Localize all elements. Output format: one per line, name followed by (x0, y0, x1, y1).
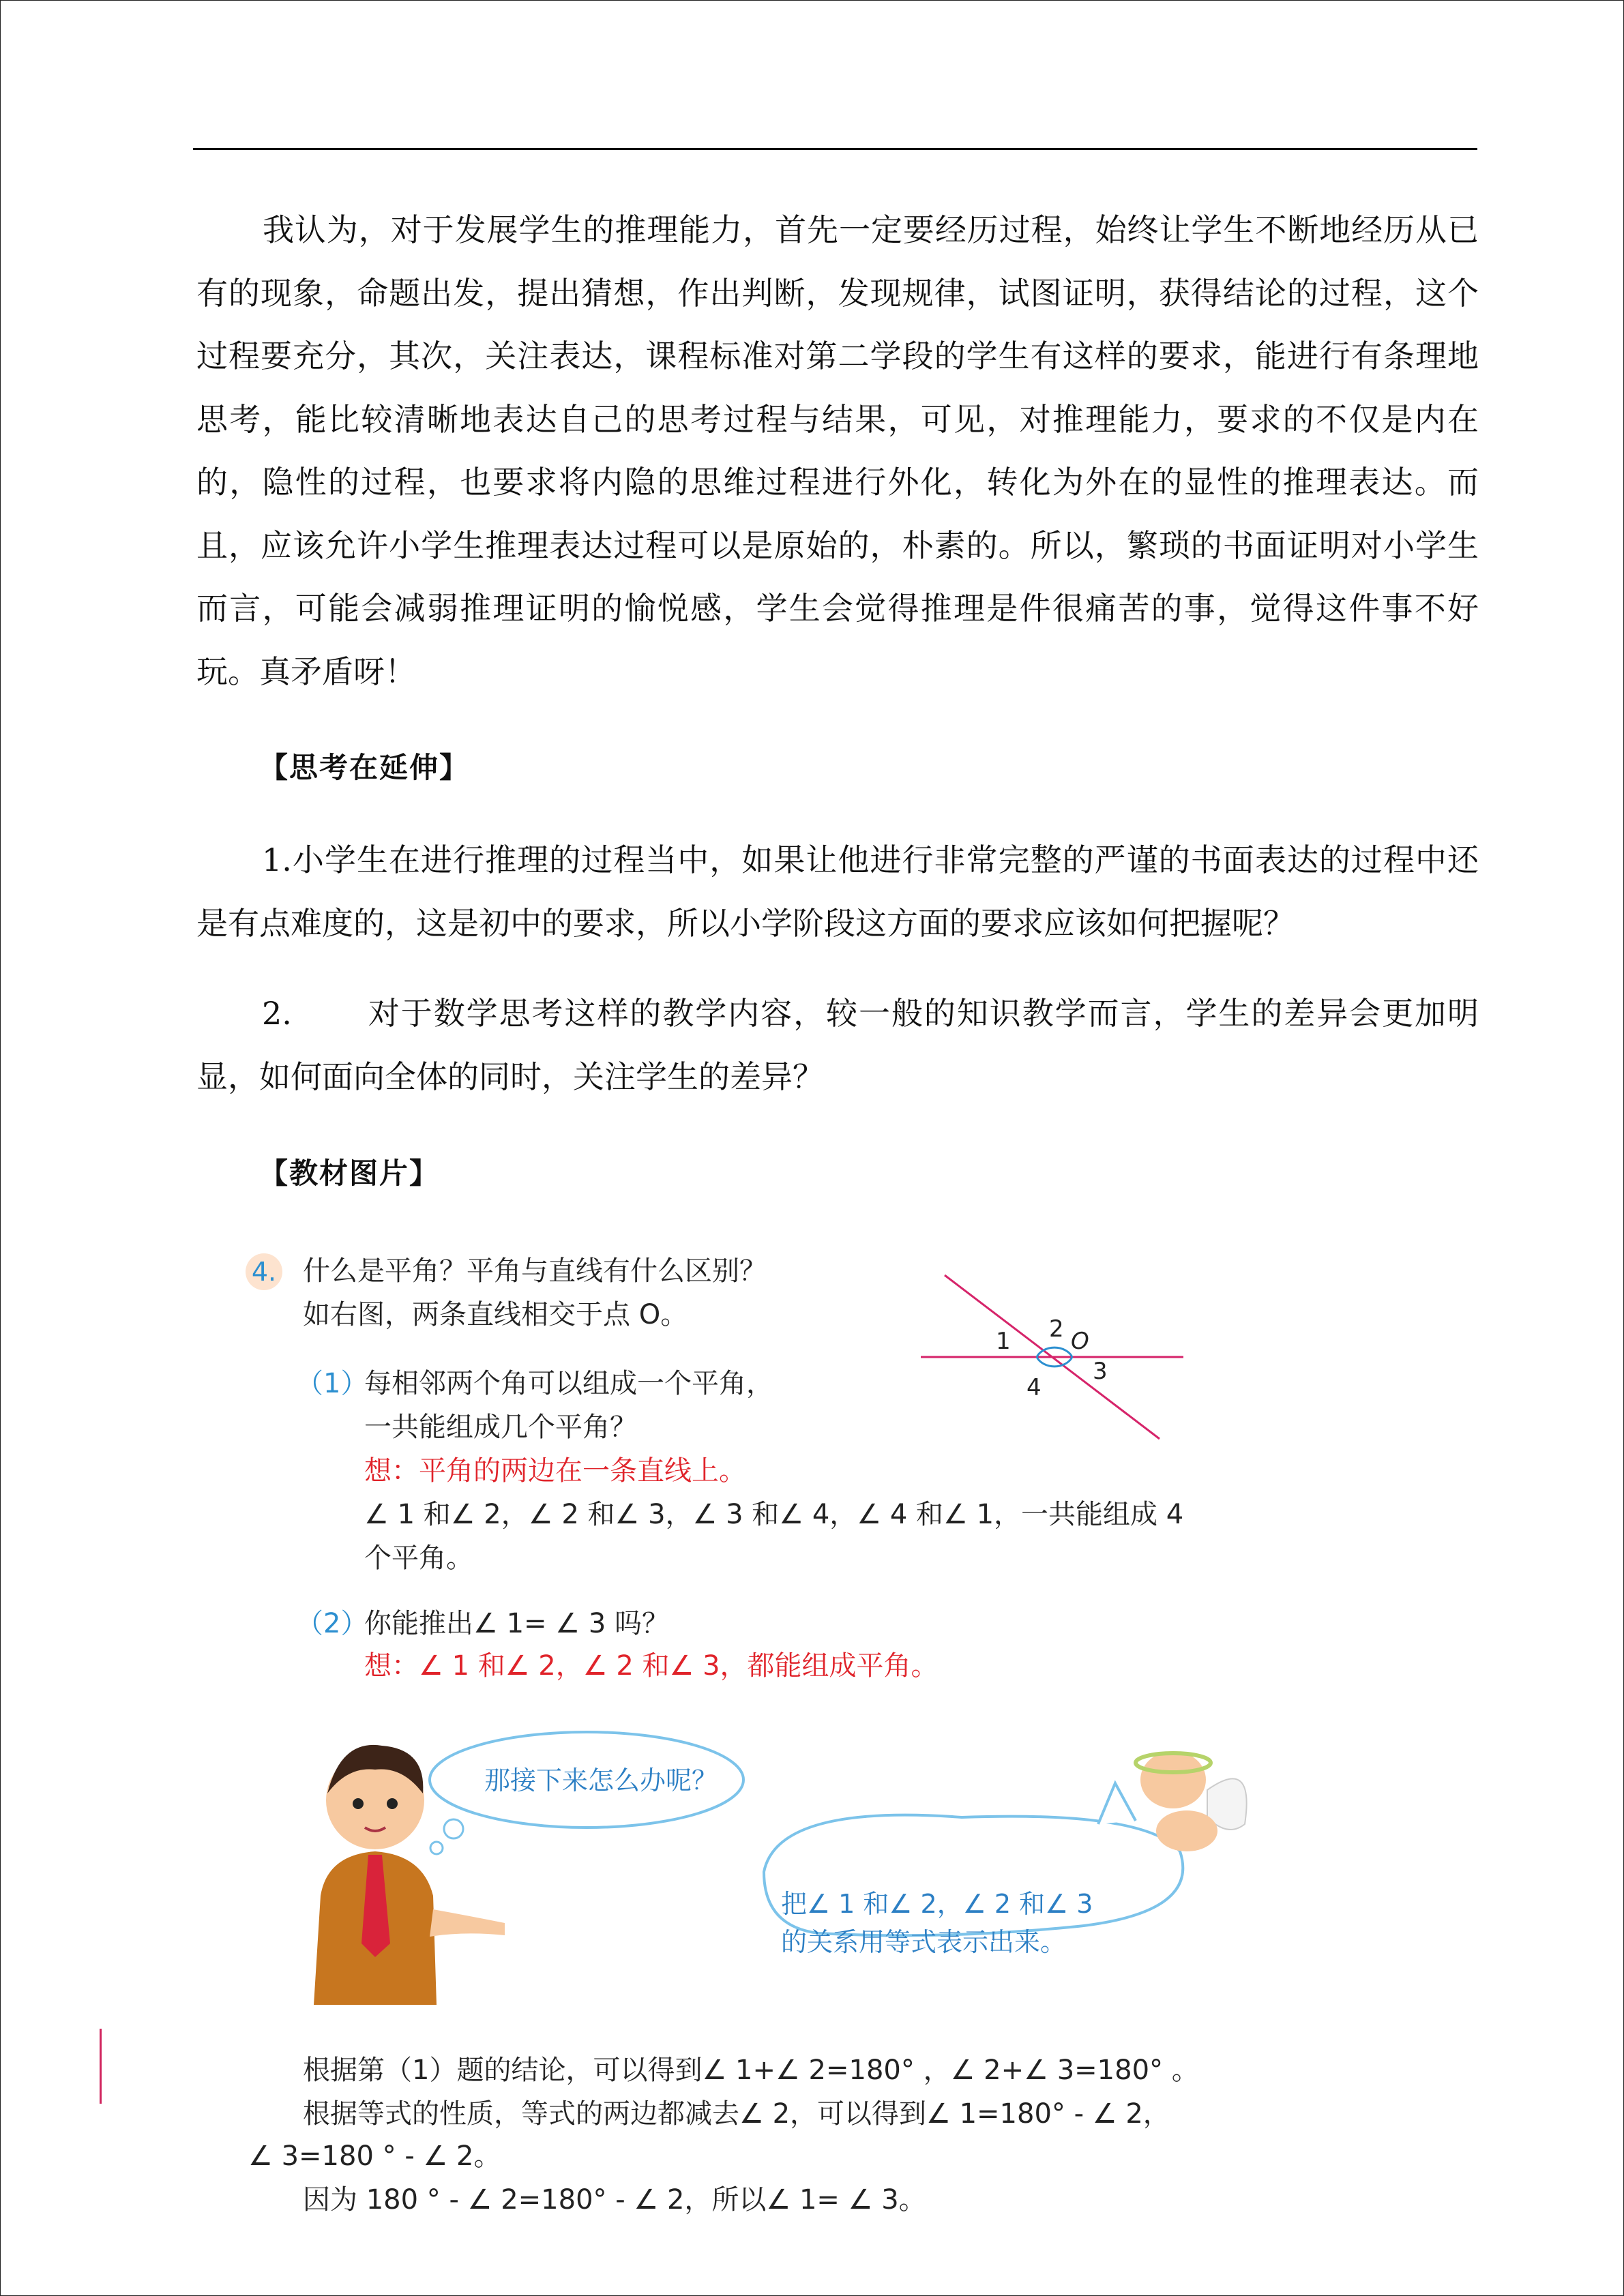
solution-line-1: 根据第（1）题的结论，可以得到∠ 1+∠ 2=180° ，∠ 2+∠ 3=180° 。 (303, 2055, 1199, 2086)
part-1-answer-line-2: 个平角。 (364, 1542, 473, 1574)
label-angle-2: 2 (1049, 1315, 1064, 1343)
boy-pointing-arm (430, 1909, 505, 1937)
exercise-number: 4. (246, 1253, 282, 1290)
solution-line-3: ∠ 3=180 ° - ∠ 2。 (248, 2141, 501, 2172)
question-1-text: 1.小学生在进行推理的过程当中，如果让他进行非常完整的严谨的书面表达的过程中还是有点难度的，这是初中的要求，所以小学阶段这方面的要求应该如何把握呢？ (196, 841, 1479, 942)
main-paragraph-text: 我认为，对于发展学生的推理能力，首先一定要经历过程，始终让学生不断地经历从已有的现象，命题出发，提出猜想，作出判断，发现规律，试图证明，获得结论的过程，这个过程要充分，其次，关注表达，课程标准对第二学段的学生有这样的要求，能进行有条理地思考，能比较清晰地表达自己的思考过程与结果，可见，对推理能力，要求的不仅是内在的，隐性的过程，也要求将内隐的思维过程进行外化，转化为外在的显性的推理表达。而且，应该允许小学生推理表达过程可以是原始的，朴素的。所以，繁琐的书面证明对小学生而言，可能会减弱推理证明的愉悦感，学生会觉得推理是件很痛苦的事，觉得这件事不好玩。真矛盾呀！ (196, 211, 1479, 690)
boy-eye-right (387, 1798, 398, 1809)
question-2 (196, 982, 1479, 1108)
angel-bubble-line-2: 的关系用等式表示出来。 (781, 1927, 1067, 1957)
speech-bubble-tail (1098, 1783, 1136, 1824)
part-1-line-1: 每相邻两个角可以组成一个平角， (364, 1368, 773, 1399)
part-2-line: 你能推出∠ 1= ∠ 3 吗？ (364, 1608, 669, 1639)
part-1-number: （1） (296, 1368, 368, 1399)
thought-dot-2 (430, 1842, 443, 1854)
part-2-number: （2） (296, 1608, 368, 1639)
thought-dot-1 (444, 1819, 463, 1838)
angel-head (1140, 1751, 1206, 1808)
question-2-text: 对于数学思考这样的教学内容，较一般的知识教学而言，学生的差异会更加明显，如何面向全体的同时，关注学生的差异？ (196, 995, 1479, 1095)
intersecting-lines-diagram (914, 1268, 1187, 1446)
label-point-o: O (1071, 1328, 1089, 1355)
boy-bubble-text: 那接下来怎么办呢？ (484, 1765, 718, 1795)
angel-body (1156, 1810, 1217, 1851)
angel-bubble-line-1: 把∠ 1 和∠ 2，∠ 2 和∠ 3 (781, 1889, 1093, 1919)
part-2-hint: 想：∠ 1 和∠ 2，∠ 2 和∠ 3，都能组成平角。 (364, 1650, 939, 1682)
main-paragraph (196, 198, 1479, 703)
question-2-number: 2. (262, 995, 292, 1032)
margin-marker (100, 2029, 102, 2104)
label-angle-3: 3 (1093, 1358, 1108, 1385)
exercise-line-1: 什么是平角？平角与直线有什么区别？ (303, 1255, 767, 1287)
label-angle-1: 1 (996, 1328, 1011, 1355)
part-1-line-2: 一共能组成几个平角？ (364, 1412, 637, 1443)
part-1-answer-line-1: ∠ 1 和∠ 2，∠ 2 和∠ 3，∠ 3 和∠ 4，∠ 4 和∠ 1，一共能组成 4 (364, 1499, 1184, 1530)
heading-textbook-images: 【教材图片】 (259, 1157, 440, 1190)
question-1 (196, 829, 1479, 955)
boy-eye-left (353, 1798, 364, 1809)
exercise-line-2: 如右图，两条直线相交于点 O。 (303, 1299, 688, 1330)
header-rule (193, 148, 1477, 150)
solution-line-2: 根据等式的性质，等式的两边都减去∠ 2，可以得到∠ 1=180° - ∠ 2， (303, 2098, 1170, 2130)
part-1-hint: 想：平角的两边在一条直线上。 (364, 1455, 746, 1487)
solution-line-4: 因为 180 ° - ∠ 2=180° - ∠ 2，所以∠ 1= ∠ 3。 (303, 2184, 926, 2216)
label-angle-4: 4 (1027, 1374, 1042, 1401)
heading-think-further: 【思考在延伸】 (259, 751, 470, 784)
